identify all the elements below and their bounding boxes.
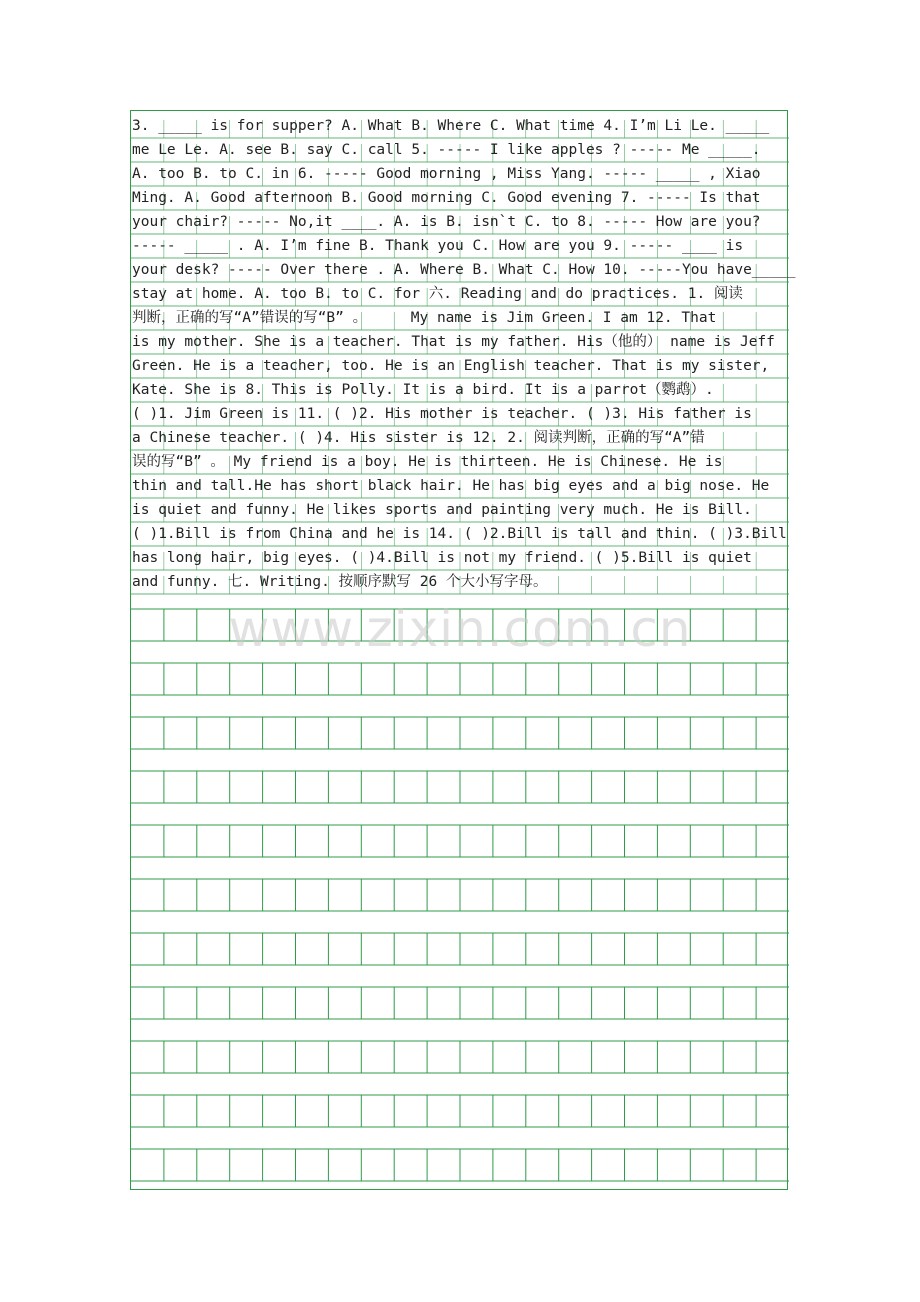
text-line: Green. He is a teacher, too. He is an English teacher. That is my sister, xyxy=(132,358,770,374)
text-line: your chair? ----- No,it ____. A. is B. isn`t C. to 8. ----- How are you? xyxy=(132,214,761,230)
text-line: me Le Le. A. see B. say C. call 5. ----- I like apples ? ----- Me _____. xyxy=(132,142,761,158)
text-line: Ming. A. Good afternoon B. Good morning C. Good evening 7. ----- Is that xyxy=(132,190,761,206)
text-line: is quiet and funny. He likes sports and painting very much. He is Bill. xyxy=(132,502,752,518)
text-line: ( )1.Bill is from China and he is 14. ( )2.Bill is tall and thin. ( )3.Bill xyxy=(132,526,787,542)
writing-practice-sheet xyxy=(130,110,796,1190)
watermark-text: www.zixin.com.cn xyxy=(228,600,692,658)
text-line: thin and tall.He has short black hair. He has big eyes and a big nose. He xyxy=(132,478,770,494)
text-line: stay at home. A. too B. to C. for 六. Reading and do practices. 1. 阅读 xyxy=(132,286,743,302)
text-line: ----- _____ . A. I’m fine B. Thank you C. How are you 9. ----- ____ is xyxy=(132,238,744,254)
text-line: your desk? ----- Over there . A. Where B. What C. How 10. -----You have_____ xyxy=(132,262,796,278)
text-line: 误的写“B” 。 My friend is a boy. He is thirteen. He is Chinese. He is xyxy=(132,454,723,470)
text-line: 3. _____ is for supper? A. What B. Where C. What time 4. I’m Li Le. _____ xyxy=(132,118,770,134)
text-line: a Chinese teacher. ( )4. His sister is 12. 2. 阅读判断，正确的写“A”错 xyxy=(132,430,705,446)
text-line: and funny. 七. Writing. 按顺序默写 26 个大小写字母。 xyxy=(132,574,548,590)
text-line: A. too B. to C. in 6. ----- Good morning , Miss Yang. ----- _____ , Xiao xyxy=(132,166,761,182)
text-line: 判断，正确的写“A”错误的写“B” 。 My name is Jim Green. I am 12. That xyxy=(132,310,717,326)
text-line: is my mother. She is a teacher. That is my father. His（他的） name is Jeff xyxy=(132,334,775,350)
text-line: has long hair, big eyes. ( )4.Bill is not my friend. ( )5.Bill is quiet xyxy=(132,550,752,566)
text-line: ( )1. Jim Green is 11. ( )2. His mother is teacher. ( )3. His father is xyxy=(132,406,752,422)
text-line: Kate. She is 8. This is Polly. It is a bird. It is a parrot（鹦鹉）. xyxy=(132,382,714,398)
